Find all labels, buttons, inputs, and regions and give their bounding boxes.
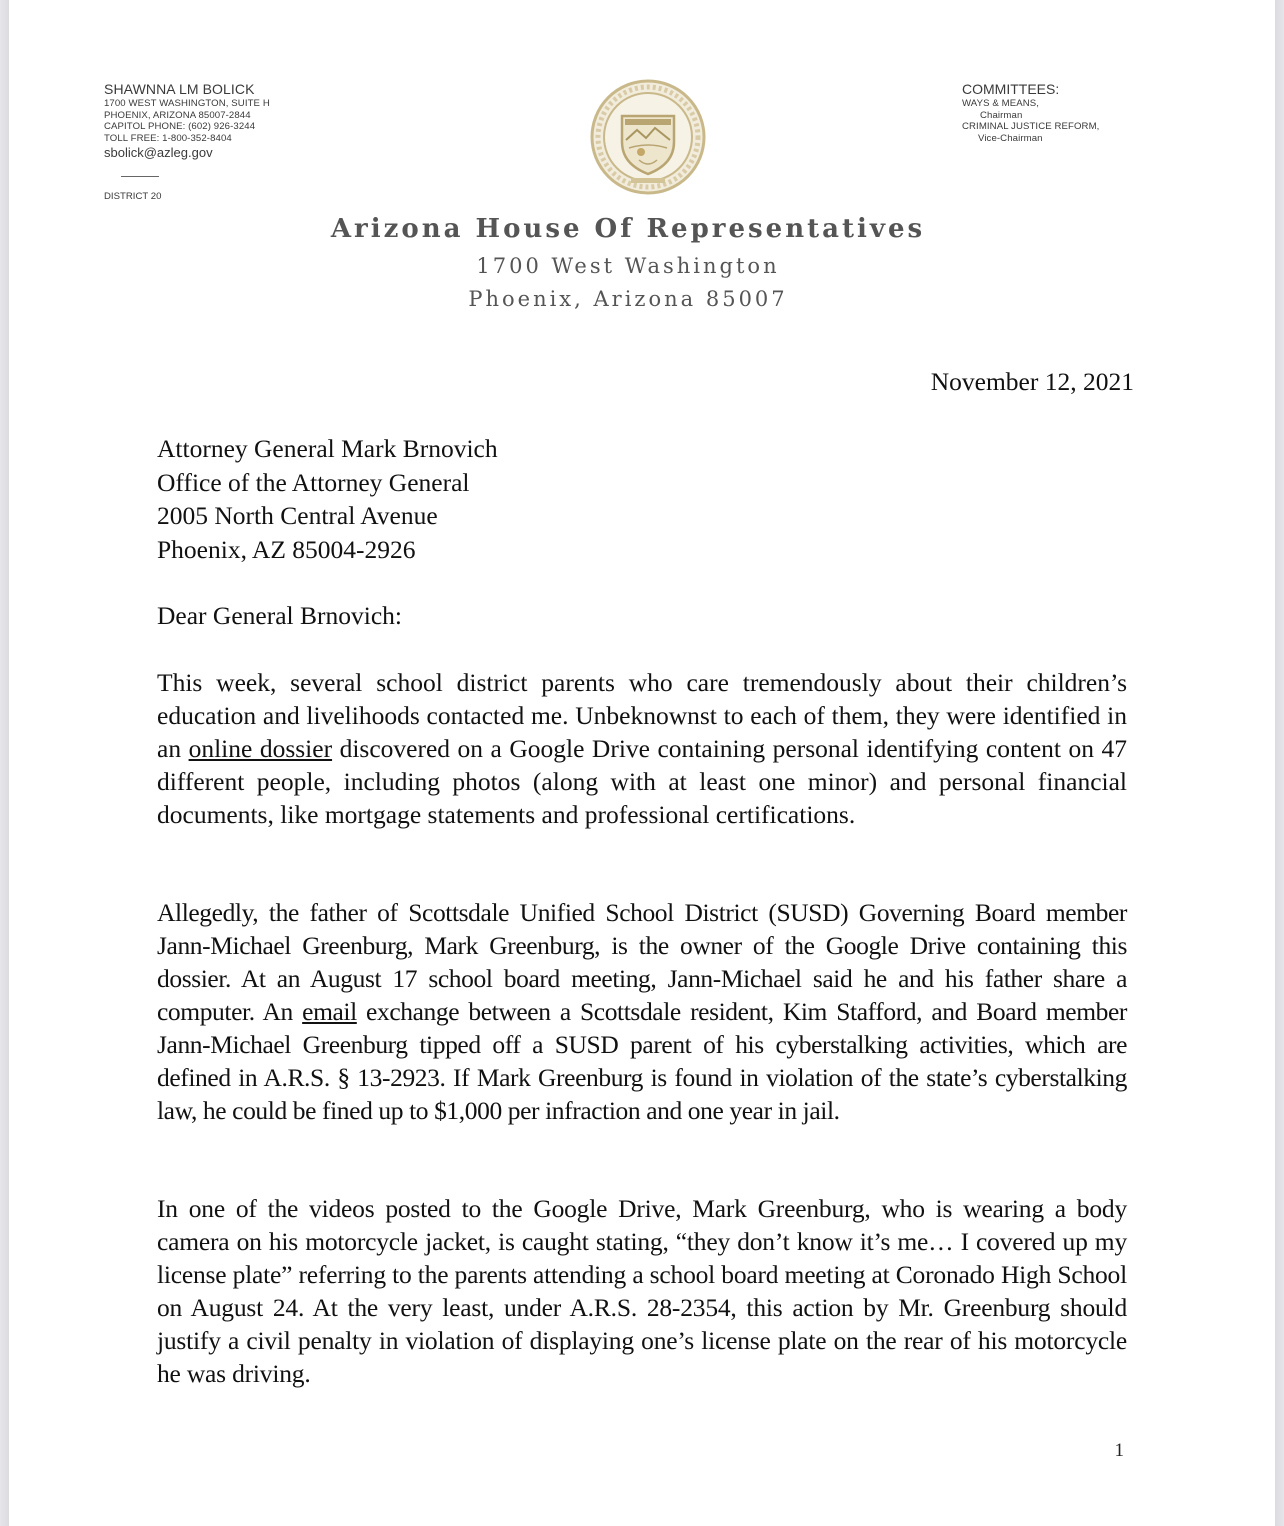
committees-block [962, 80, 1099, 144]
page-edge-right [1275, 0, 1284, 1526]
recipient-line: Attorney General Mark Brnovich [157, 434, 498, 463]
paragraph-text: This week, several school district parents who care tremendously about their children’s education and livelihoods contacted me. Unbeknownst to each of them, they were identified in an [157, 668, 1127, 763]
online-dossier-link[interactable]: online dossier [188, 734, 333, 763]
sender-address-line1: 1700 WEST WASHINGTON, SUITE H [104, 98, 270, 109]
recipient-address [157, 432, 498, 566]
committee-name: CRIMINAL JUSTICE REFORM, [962, 121, 1100, 132]
sender-district: DISTRICT 20 [104, 191, 162, 202]
document-page [9, 0, 1275, 1526]
sender-capitol-phone: CAPITOL PHONE: (602) 926-3244 [104, 121, 256, 132]
recipient-line: Office of the Attorney General [157, 467, 470, 497]
institution-street: 1700 West Washington [476, 254, 780, 278]
committee-role: Vice-Chairman [978, 132, 1043, 144]
salutation: Dear General Brnovich: [157, 601, 402, 630]
sender-address-line2: PHOENIX, ARIZONA 85007-2844 [104, 109, 251, 121]
body-paragraph [157, 666, 1127, 831]
body-paragraph [157, 896, 1127, 1127]
sender-block [104, 80, 270, 202]
divider [121, 176, 159, 177]
sender-toll-free: TOLL FREE: 1-800-352-8404 [104, 132, 232, 144]
committee-name: WAYS & MEANS, [962, 98, 1039, 109]
recipient-line: Phoenix, AZ 85004-2926 [157, 534, 416, 564]
body-paragraph: In one of the videos posted to the Google Drive, Mark Greenburg, who is wearing a body camera on his motorcycle jacket, is caught stating, “they don’t know it’s me… I covered up my license plate” referring to the parents attending a school board meeting at Coronado High School on August 24. At the very least, under A.R.S. 28-2354, this action by Mr. Greenburg should justify a civil penalty in violation of displaying one’s license plate on the rear of his motorcycle he was driving. [157, 1194, 1127, 1388]
email-link[interactable]: email [302, 997, 357, 1026]
committees-heading: COMMITTEES: [962, 81, 1060, 97]
paragraph-text: discovered on a Google Drive containing personal identifying content on 47 different people, including photos (along with at least one minor) and personal financial documents, like mortgage statements and professional certifications. [157, 734, 1127, 829]
paragraph-text: Allegedly, the father of Scottsdale Unified School District (SUSD) Governing Board member Jann-Michael Greenburg, Mark Greenburg, is the owner of the Google Drive containing this dossier. At an August 17 school board meeting, Jann-Michael said he and his father share a computer. An [157, 898, 1127, 1026]
letter-date: November 12, 2021 [930, 367, 1134, 396]
institution-name: Arizona House Of Representatives [330, 214, 926, 244]
page-number: 1 [1114, 1440, 1124, 1461]
institution-city: Phoenix, Arizona 85007 [468, 287, 788, 311]
state-seal-icon [589, 78, 707, 196]
committee-role: Chairman [980, 109, 1023, 121]
sender-name: SHAWNNA LM BOLICK [104, 81, 255, 97]
sender-email[interactable]: sbolick@azleg.gov [104, 145, 213, 160]
paragraph-text: exchange between a Scottsdale resident, Kim Stafford, and Board member Jann-Michael Greenburg tipped off a SUSD parent of his cyberstalking activities, which are defined in A.R.S. § 13-2923. If Mark Greenburg is found in violation of the state’s cyberstalking law, he could be fined up to $1,000 per infraction and one year in jail. [157, 997, 1127, 1125]
recipient-line: 2005 North Central Avenue [157, 501, 438, 530]
